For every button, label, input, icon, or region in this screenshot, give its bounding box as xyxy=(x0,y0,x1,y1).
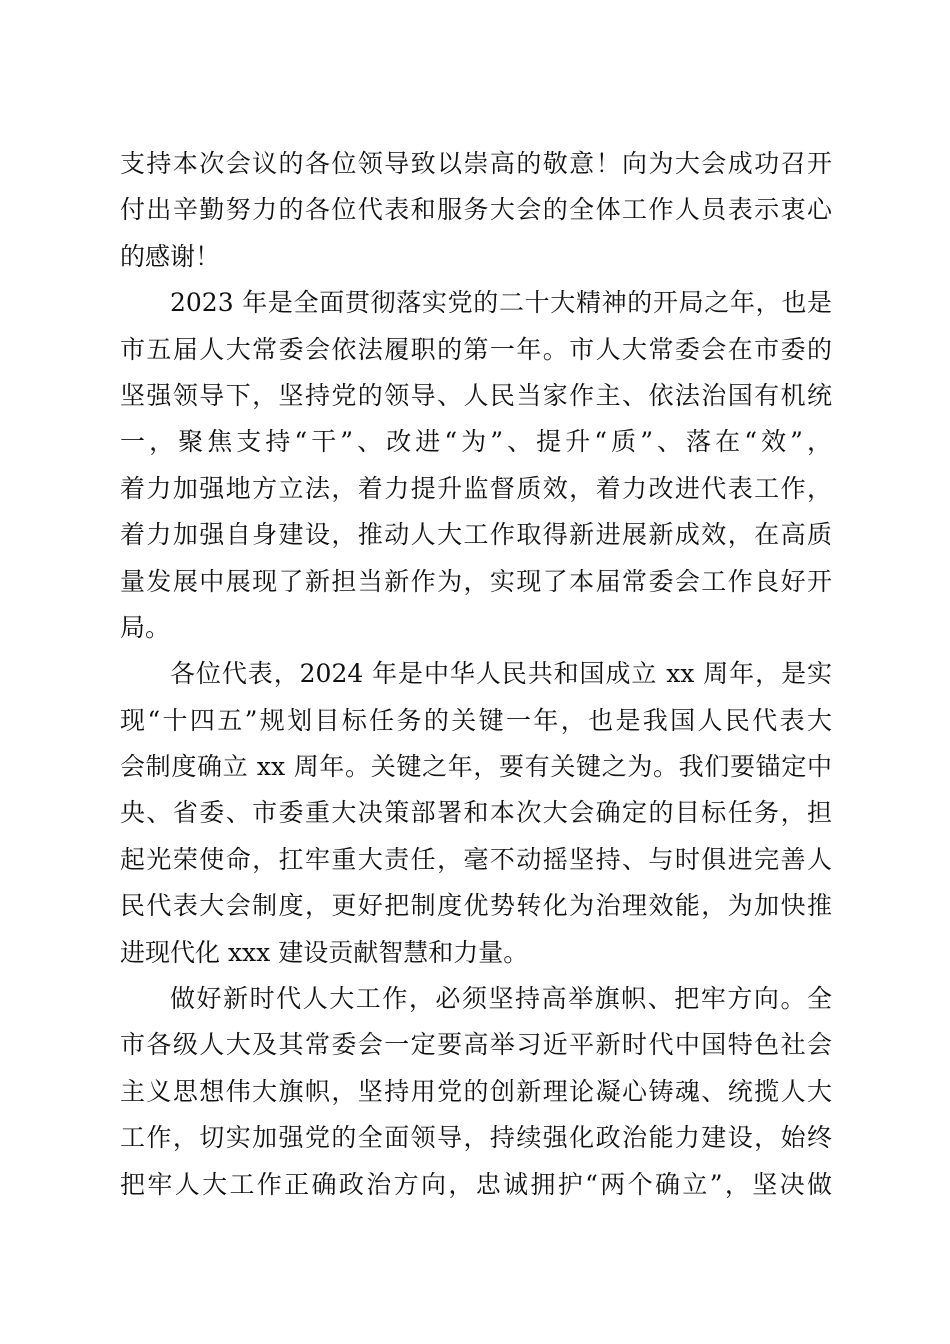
text-line: 付出辛勤努力的各位代表和服务大会的全体工作人员表示衷心 xyxy=(120,195,832,225)
text-line: 一，聚焦支持“干”、改进“为”、提升“质”、落在“效”， xyxy=(120,427,832,457)
paragraph-first-line: 做好新时代人大工作，必须坚持高举旗帜、把牢方向。全 xyxy=(170,984,832,1014)
text-line: 市各级人大及其常委会一定要高举习近平新时代中国特色社会 xyxy=(120,1030,832,1060)
paragraph-first-line: 2023 年是全面贯彻落实党的二十大精神的开局之年，也是 xyxy=(170,288,832,318)
text-line: 会制度确立 xx 周年。关键之年，要有关键之为。我们要锚定中 xyxy=(120,752,832,782)
text-line: 央、省委、市委重大决策部署和本次大会确定的目标任务，担 xyxy=(120,798,832,828)
text-line: 局。 xyxy=(120,612,171,642)
paragraph-first-line: 各位代表，2024 年是中华人民共和国成立 xx 周年，是实 xyxy=(170,659,832,689)
text-line: 的感谢！ xyxy=(120,241,221,271)
text-line: 民代表大会制度，更好把制度优势转化为治理效能，为加快推 xyxy=(120,891,832,921)
text-line: 起光荣使命，扛牢重大责任，毫不动摇坚持、与时俱进完善人 xyxy=(120,844,832,874)
text-line: 支持本次会议的各位领导致以崇高的敬意！向为大会成功召开 xyxy=(120,149,832,178)
text-line: 着力加强自身建设，推动人大工作取得新进展新成效，在高质 xyxy=(120,520,832,550)
text-line: 进现代化 xxx 建设贡献智慧和力量。 xyxy=(120,937,529,967)
text-line: 把牢人大工作正确政治方向，忠诚拥护“两个确立”，坚决做 xyxy=(120,1169,832,1199)
text-line: 量发展中展现了新担当新作为，实现了本届常委会工作良好开 xyxy=(120,566,832,596)
text-line: 现“十四五”规划目标任务的关键一年，也是我国人民代表大 xyxy=(120,705,832,735)
text-line: 市五届人大常委会依法履职的第一年。市人大常委会在市委的 xyxy=(120,334,832,364)
text-line: 着力加强地方立法，着力提升监督质效，着力改进代表工作， xyxy=(120,473,832,503)
text-line: 坚强领导下，坚持党的领导、人民当家作主、依法治国有机统 xyxy=(120,380,832,410)
text-line: 工作，切实加强党的全面领导，持续强化政治能力建设，始终 xyxy=(120,1123,832,1153)
document-body xyxy=(120,141,832,1208)
text-line: 主义思想伟大旗帜，坚持用党的创新理论凝心铸魂、统揽人大 xyxy=(120,1076,832,1106)
